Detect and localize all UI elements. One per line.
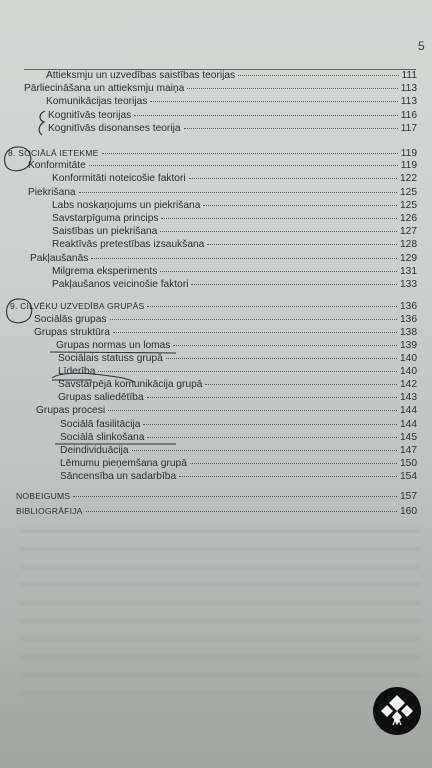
toc-entry-title: 8. SOCIĀLĀ IETEKME — [8, 148, 99, 158]
toc-entry — [52, 173, 417, 185]
toc-entry — [60, 445, 417, 457]
toc-entry-page: 116 — [400, 110, 417, 121]
dot-leader — [102, 153, 398, 154]
toc-entry-title: Grupas normas un lomas — [56, 340, 171, 351]
toc-entry — [58, 379, 417, 391]
dot-leader — [91, 258, 397, 259]
toc-entry — [24, 83, 417, 95]
dot-leader — [134, 115, 398, 116]
toc-entry-title: Sociālā slinkošana — [60, 432, 145, 443]
toc-entry — [56, 340, 417, 352]
toc-entry — [60, 432, 417, 444]
toc-entry — [60, 458, 417, 470]
dot-leader — [86, 511, 397, 512]
toc-entry-page: 139 — [400, 340, 417, 351]
bleed-through-text — [20, 530, 420, 710]
toc-entry-title: Savstarpējā komunikācija grupā — [58, 379, 203, 390]
page-number: 5 — [418, 39, 425, 53]
toc-entry-title: Grupas saliedētība — [58, 392, 144, 403]
dot-leader — [184, 128, 398, 129]
toc-entry — [28, 187, 417, 199]
toc-entry-title: Grupas struktūra — [34, 327, 110, 338]
dot-leader — [98, 371, 397, 372]
dot-leader — [191, 284, 397, 285]
watermark-badge — [373, 687, 421, 735]
toc-entry-page: 126 — [400, 213, 417, 224]
toc-entry-page: 119 — [400, 160, 417, 171]
toc-entry — [30, 253, 417, 265]
dot-leader — [161, 218, 397, 219]
toc-entry — [52, 226, 417, 238]
dot-leader — [147, 397, 397, 398]
toc-entry — [34, 327, 417, 339]
toc-entry-title: Milgrema eksperiments — [52, 266, 158, 277]
toc-entry-page: 133 — [400, 279, 417, 290]
dot-leader — [166, 358, 397, 359]
toc-entry-title: Pakļaušanās — [30, 253, 89, 264]
toc-entry-title: Sāncensība un sadarbība — [60, 471, 177, 482]
toc-entry — [52, 213, 417, 225]
dot-leader — [187, 88, 397, 89]
dot-leader — [189, 178, 397, 179]
dot-leader — [207, 244, 397, 245]
toc-entry-title: Kognitīvās teorijas — [48, 110, 132, 121]
toc-entry-title: Deindividuācija — [60, 445, 129, 456]
toc-entry-title: Attieksmju un uzvedības saistības teorijas — [46, 70, 236, 81]
toc-entry-page: 122 — [400, 173, 417, 184]
toc-entry — [34, 314, 417, 326]
toc-entry — [48, 110, 417, 122]
toc-entry-page: 160 — [400, 506, 417, 517]
toc-entry-title: Konformitāti noteicošie faktori — [52, 173, 186, 184]
toc-entry-page: 144 — [400, 405, 417, 416]
toc-chapter — [16, 505, 417, 518]
toc-entry — [46, 70, 417, 82]
dot-leader — [113, 332, 397, 333]
dot-leader — [89, 165, 398, 166]
toc-entry-page: 145 — [400, 432, 417, 443]
toc-entry — [52, 279, 417, 291]
toc-entry — [48, 123, 417, 135]
diamond-logo-icon — [373, 687, 421, 735]
toc-entry-title: Pārliecināšana un attieksmju maiņa — [24, 83, 185, 94]
toc-entry — [60, 471, 417, 483]
toc-entry-page: 125 — [400, 187, 417, 198]
toc-entry-page: 142 — [400, 379, 417, 390]
toc-entry — [36, 405, 417, 417]
toc-chapter — [16, 490, 417, 503]
toc-entry-page: 127 — [400, 226, 417, 237]
dot-leader — [79, 192, 397, 193]
toc-entry-title: Saistības un piekrišana — [52, 226, 158, 237]
toc-entry-title: Pakļaušanos veicinošie faktori — [52, 279, 189, 290]
toc-entry-title: BIBLIOGRĀFIJA — [16, 506, 83, 516]
dot-leader — [160, 271, 397, 272]
dot-leader — [238, 75, 398, 76]
toc-entry-page: 154 — [400, 471, 417, 482]
dot-leader — [73, 496, 397, 497]
toc-entry — [28, 160, 417, 172]
toc-entry-page: 128 — [400, 239, 417, 250]
toc-entry-page: 131 — [400, 266, 417, 277]
toc-entry — [52, 266, 417, 278]
toc-entry-title: Labs noskaņojums un piekrišana — [52, 200, 201, 211]
toc-entry-page: 157 — [400, 491, 417, 502]
toc-entry-page: 140 — [400, 366, 417, 377]
toc-entry-title: Sociālās grupas — [34, 314, 107, 325]
toc-entry — [58, 353, 417, 365]
toc-entry — [52, 239, 417, 251]
toc-entry — [58, 366, 417, 378]
toc-entry-page: 143 — [400, 392, 417, 403]
toc-entry-title: Grupas procesi — [36, 405, 106, 416]
toc-entry-page: 136 — [400, 301, 417, 312]
dot-leader — [160, 231, 397, 232]
toc-entry — [52, 200, 417, 212]
dot-leader — [173, 345, 397, 346]
dot-leader — [108, 410, 397, 411]
toc-entry-title: Līderība — [58, 366, 96, 377]
bracket-mark — [39, 111, 45, 135]
toc-entry — [58, 392, 417, 404]
toc-entry-title: 9. CILVĒKU UZVEDĪBA GRUPĀS — [10, 301, 145, 311]
toc-entry-page: 117 — [400, 123, 417, 134]
toc-entry-page: 136 — [400, 314, 417, 325]
toc-entry-page: 150 — [400, 458, 417, 469]
toc-entry-title: Komunikācijas teorijas — [46, 96, 148, 107]
toc-entry-page: 119 — [400, 148, 417, 159]
toc-entry-title: Sociālais statuss grupā — [58, 353, 163, 364]
toc-entry-title: Lēmumu pieņemšana grupā — [60, 458, 187, 469]
toc-entry-page: 144 — [400, 419, 417, 430]
toc-entry — [60, 419, 417, 431]
dot-leader — [147, 306, 397, 307]
toc-entry-page: 147 — [400, 445, 417, 456]
toc-entry-title: Savstarpīguma princips — [52, 213, 159, 224]
dot-leader — [110, 319, 398, 320]
dot-leader — [147, 437, 397, 438]
dot-leader — [150, 101, 397, 102]
dot-leader — [132, 450, 397, 451]
toc-entry-page: 113 — [400, 96, 417, 107]
toc-entry-page: 125 — [400, 200, 417, 211]
toc-entry-page: 140 — [400, 353, 417, 364]
toc-entry-title: Reaktīvās pretestības izsaukšana — [52, 239, 205, 250]
toc-entry-title: Konformitāte — [28, 160, 86, 171]
toc-entry-title: NOBEIGUMS — [16, 491, 71, 501]
dot-leader — [190, 463, 397, 464]
toc-entry-title: Sociālā fasilitācija — [60, 419, 141, 430]
toc-entry-title: Kognitīvās disonanses teorija — [48, 123, 181, 134]
toc-chapter — [8, 147, 417, 160]
dot-leader — [143, 424, 397, 425]
toc-entry — [46, 96, 417, 108]
toc-entry-page: 138 — [400, 327, 417, 338]
toc-entry-page: 129 — [400, 253, 417, 264]
dot-leader — [179, 476, 397, 477]
toc-entry-page: 111 — [401, 70, 417, 81]
toc-entry-title: Piekrišana — [28, 187, 76, 198]
dot-leader — [203, 205, 397, 206]
dot-leader — [205, 384, 397, 385]
toc-chapter — [10, 300, 417, 313]
toc-entry-page: 113 — [400, 83, 417, 94]
